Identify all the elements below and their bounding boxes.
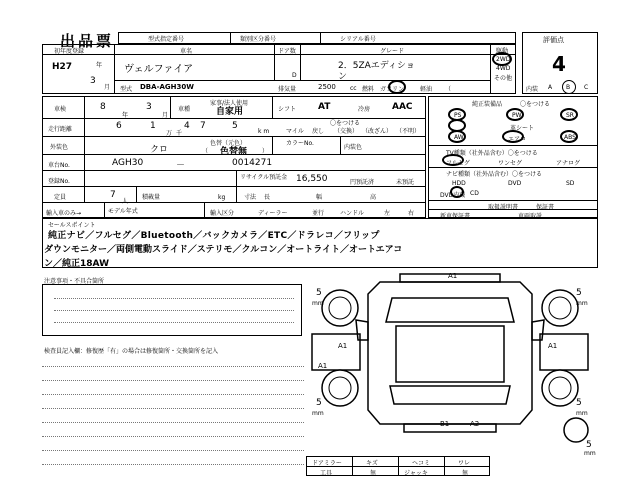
- tread-rl-unit: mm: [312, 410, 324, 417]
- legend-v3: ジャッキ: [404, 470, 428, 477]
- equip-abs: ABS: [564, 134, 576, 141]
- code-front: A1: [448, 272, 458, 280]
- mileage-label: 走行距離: [48, 126, 73, 133]
- score-value: 4: [552, 52, 566, 76]
- nav-cd: CD: [470, 190, 479, 197]
- color-no-label: カラーNo.: [286, 140, 314, 147]
- meter-opt2: （交換）: [334, 128, 359, 135]
- reg-month: 3: [90, 76, 96, 86]
- tv-full-circle: [442, 154, 464, 166]
- recycle-label: リサイクル預託金: [240, 174, 288, 181]
- equip-aero: エアロ: [508, 136, 527, 143]
- inspection-year-unit: 年: [122, 112, 129, 119]
- equip-ps: PS: [454, 112, 462, 119]
- load-unit: kg: [218, 194, 226, 201]
- meter-note: 〇をつける: [330, 120, 361, 127]
- interior-a: A: [548, 84, 553, 91]
- grade-line1: 2．5ZAエディショ: [338, 61, 415, 71]
- dealer-label: ディーラー: [258, 210, 288, 217]
- man-label: 万: [166, 130, 173, 137]
- meter-opt4: （不明）: [396, 128, 421, 135]
- score-label: 評価点: [543, 36, 564, 44]
- fuel-gas: ガソリン: [380, 86, 405, 93]
- tread-fl-unit: mm: [312, 300, 324, 307]
- equip-pw: PW: [512, 112, 522, 119]
- import-label: 輸入車のみ→: [46, 210, 82, 217]
- nav-hdd: HDD: [452, 180, 466, 187]
- parallel-label: 並行: [312, 210, 325, 217]
- color-change: 色替無: [220, 147, 248, 157]
- fuel-label: 燃料: [362, 86, 375, 93]
- nav-dvd-builtin: DVD内蔵: [440, 192, 466, 199]
- inspection-year: 8: [100, 102, 106, 112]
- month-label: 月: [104, 84, 111, 91]
- nav-sd: SD: [566, 180, 575, 187]
- tv-one: ワンセグ: [498, 160, 523, 167]
- tread-spare: 5: [586, 440, 592, 450]
- meter-opt3: （改ざん）: [362, 128, 393, 135]
- category-label: 類別区分番号: [240, 36, 277, 43]
- equip-aw: AW: [454, 134, 464, 141]
- tread-fr-unit: mm: [576, 300, 588, 307]
- frame-prefix: AGH30: [112, 158, 144, 168]
- legend-h2: キズ: [366, 460, 378, 467]
- recycle-unpaid: 未預託: [396, 179, 415, 186]
- meter-label: マイル: [286, 128, 304, 135]
- drive-label: 駆動: [496, 48, 509, 55]
- oil-label: 取扱説明書: [488, 204, 519, 211]
- exterior-label: 外装色: [50, 144, 69, 151]
- code-left: A1: [338, 342, 348, 350]
- spare-label: 車両取説: [518, 213, 543, 220]
- mileage-d2: 1: [150, 121, 156, 131]
- cc-label: cc: [350, 85, 357, 92]
- tread-rr-unit: mm: [576, 410, 588, 417]
- color-paren-open: （: [202, 148, 209, 155]
- inspection-label: 車検: [54, 106, 67, 113]
- code-rear-b1: B1: [440, 420, 450, 428]
- tread-rl: 5: [316, 398, 322, 408]
- ac-label: 冷房: [358, 106, 371, 113]
- legend-h1: ドアミラー: [312, 460, 342, 467]
- shift-label: シフト: [278, 106, 297, 113]
- handle-left: 左: [384, 210, 391, 217]
- handle-label: ハンドル: [340, 210, 365, 217]
- manual-label: 新車保証書: [440, 213, 471, 220]
- interior-label: 内装: [526, 86, 539, 93]
- car-name: ヴェルファイア: [124, 64, 194, 75]
- interior-b: B: [566, 84, 571, 91]
- code-right: A1: [548, 342, 558, 350]
- sales-points-line2: ダウンモニター／両側電動スライド／ステリモ／クルコン／オートライト／オートエアコ: [44, 245, 403, 255]
- car-diagram: [300, 270, 600, 476]
- legend-h4: ワレ: [458, 460, 471, 467]
- reg-no-label: 登録No.: [48, 178, 70, 185]
- caution-label: 注意事項・不具合箇所: [44, 278, 105, 285]
- equip-abs-circle: [560, 130, 578, 143]
- equip-aero-circle: [502, 130, 527, 143]
- era-year: H27: [52, 62, 73, 72]
- tv-full: フルセグ: [446, 160, 470, 167]
- dims-length: 長: [264, 194, 271, 201]
- code-side-left: A1: [318, 362, 328, 370]
- dims-height: 高: [370, 194, 377, 201]
- displacement-value: 2500: [318, 83, 336, 91]
- sen-label: 千: [176, 130, 183, 137]
- capacity-unit: 人: [122, 198, 129, 205]
- mileage-d1: 6: [116, 121, 122, 131]
- doors-label: ドア数: [278, 48, 296, 55]
- displacement-label: 排気量: [278, 86, 297, 93]
- mileage-d5: 5: [232, 121, 238, 131]
- nav-dvd: DVD: [508, 180, 522, 187]
- tread-spare-unit: mm: [584, 450, 596, 457]
- mileage-d3: 4: [184, 121, 190, 131]
- dims-label: 寸法: [244, 194, 257, 201]
- inspection-month-unit: 月: [162, 112, 169, 119]
- tread-fl: 5: [316, 288, 322, 298]
- legend-v4: 無: [462, 470, 469, 477]
- km-label: k m: [258, 128, 270, 135]
- drive-4wd: 4WD: [496, 65, 511, 72]
- import-type-label: 輸入区分: [210, 210, 235, 217]
- recycle-status: 円預託済: [350, 179, 375, 186]
- equipment-note: 〇をつける: [520, 101, 551, 108]
- code-rear-a2: A2: [470, 420, 480, 428]
- equip-aw-circle: [448, 130, 466, 143]
- frame-label: 車台No.: [48, 162, 70, 169]
- legend-h3: ヘコミ: [412, 460, 431, 467]
- color-value: クロ: [150, 145, 169, 155]
- sales-points-line3: ン／純正18AW: [44, 259, 110, 269]
- fuel-paren: （: [445, 86, 452, 93]
- handle-right: 右: [408, 210, 415, 217]
- model-code-label: 型式指定番号: [148, 36, 185, 43]
- usage-label: 車種: [178, 106, 191, 113]
- color-paren-close: ）: [262, 148, 269, 155]
- dims-width: 幅: [316, 194, 323, 201]
- model-label: 型式: [120, 86, 133, 93]
- capacity-label: 定員: [54, 194, 67, 201]
- nav-label: ナビ種類（社外品含む）〇をつける: [446, 171, 543, 178]
- equipment-title: 純正装備品: [472, 101, 503, 108]
- grade-line2: ン: [338, 72, 348, 82]
- tread-rr: 5: [576, 398, 582, 408]
- record-label: 保証書: [536, 204, 555, 211]
- model-value: DBA-AGH30W: [140, 83, 194, 91]
- meter-opt1: 戻し: [312, 128, 325, 135]
- car-name-label: 車名: [180, 48, 193, 55]
- drive-other: その他: [494, 75, 513, 82]
- drive-2wd: 2WD: [496, 56, 511, 63]
- capacity-value: 7: [110, 190, 116, 200]
- model-year-label: モデル年式: [108, 208, 138, 215]
- tread-fr: 5: [576, 288, 582, 298]
- nav-builtin-circle: [450, 186, 464, 198]
- tv-analog: アナログ: [556, 160, 581, 167]
- mileage-d4: 7: [200, 121, 206, 131]
- drive-2wd-circle: [492, 52, 512, 66]
- frame-number: 0014271: [232, 158, 273, 168]
- inspection-month: 3: [146, 102, 152, 112]
- equip-leather: 革シート: [510, 125, 535, 132]
- sales-points-line1: 純正ナビ／フルセグ／Bluetooth／バックカメラ／ETC／ドラレコ／フリップ: [48, 231, 380, 241]
- serial-label: シリアル番号: [340, 36, 376, 43]
- sales-points-label: セールスポイント: [48, 222, 96, 229]
- legend-v2: 無: [370, 470, 377, 477]
- legend-v1: 工具: [320, 470, 333, 477]
- equip-pw-circle: [506, 108, 524, 121]
- doors-code: D: [292, 72, 297, 79]
- page-title: 出品票: [60, 32, 115, 50]
- color-label: 色替（元色）: [210, 140, 247, 147]
- usage-value: 自家用: [216, 107, 244, 117]
- interior-c: C: [584, 84, 589, 91]
- ac-value: AAC: [392, 102, 413, 112]
- load-label: 積載量: [142, 194, 161, 201]
- tv-label: TV種類（社外品含む）〇をつける: [446, 150, 538, 157]
- equip-sr: SR: [566, 112, 574, 119]
- interior-color-label: 内装色: [344, 144, 363, 151]
- fuel-light: 軽油: [420, 86, 433, 93]
- grade-label: グレード: [380, 48, 405, 55]
- fuel-gas-circle: [388, 80, 406, 94]
- usage-header: 家事/法人使用: [210, 100, 249, 107]
- inspector-label: 検査員記入欄：修復歴「有」の場合は修復箇所・交換箇所を記入: [44, 348, 219, 355]
- first-reg-label: 初年度登録: [54, 48, 85, 55]
- recycle-amount: 16,550: [296, 174, 328, 184]
- equip-sr-circle: [560, 108, 578, 121]
- interior-b-circle: [562, 80, 576, 94]
- shift-value: AT: [318, 102, 331, 112]
- year-label: 年: [96, 62, 103, 69]
- frame-dash: －: [176, 161, 186, 171]
